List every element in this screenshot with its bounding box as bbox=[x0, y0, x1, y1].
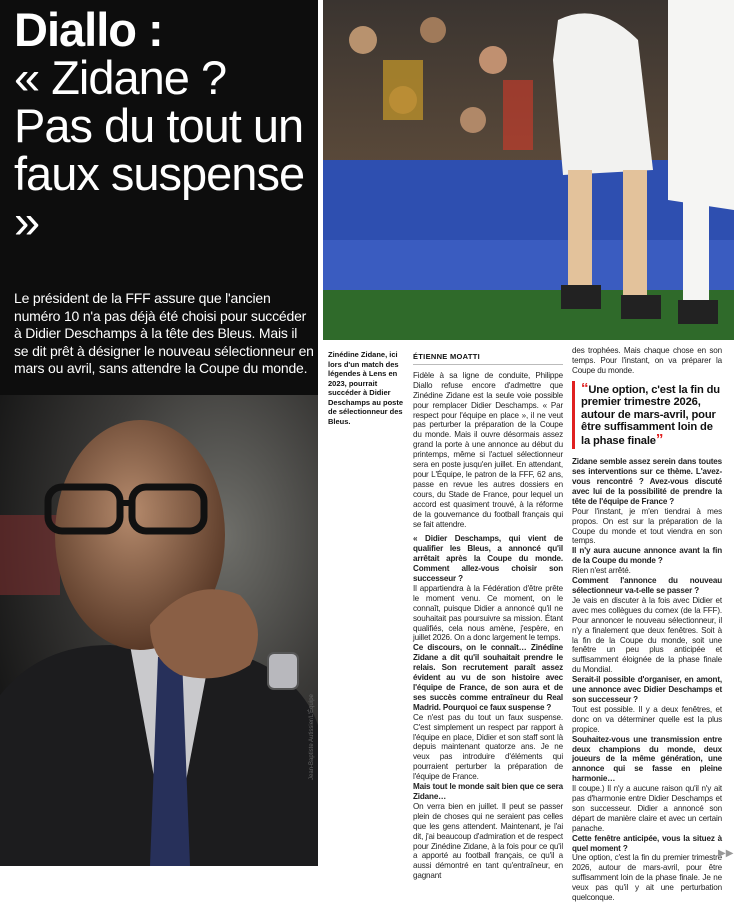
headline-quote: « Zidane ? Pas du tout un faux suspense » bbox=[14, 51, 305, 248]
close-quote-icon: ” bbox=[655, 430, 664, 448]
interview-question: Cette fenêtre anticipée, vous la situez à quel moment ? bbox=[572, 833, 722, 853]
column-2-body bbox=[572, 457, 722, 903]
interview-answer: Tout est possible. Il y a deux fenêtres, et donc on va déterminer quelle est la plus propice. bbox=[572, 704, 722, 734]
headline bbox=[14, 3, 314, 248]
interview-answer: Il coupe.) Il n'y a aucune raison qu'il n'y ait pas d'harmonie entre Didier Deschamps et son successeur. Didier a annoncé son départ de manière claire et avec un certain panache. bbox=[572, 784, 722, 833]
article-column-1 bbox=[413, 352, 563, 881]
interview-question: Il n'y aura aucune annonce avant la fin de la Coupe du monde ? bbox=[572, 546, 722, 566]
article-column-2 bbox=[572, 346, 722, 903]
diallo-portrait-photo bbox=[0, 395, 318, 866]
column-1-body bbox=[413, 371, 563, 881]
interview-question: Zidane semble assez serein dans toutes ses interventions sur ce thème. L'avez-vous rencontré ? Avez-vous discuté avec lui de la possibilité de prendre la tête de l'équipe de France ? bbox=[572, 457, 722, 506]
interview-question: Comment l'annonce du nouveau sélectionneur va-t-elle se passer ? bbox=[572, 576, 722, 595]
interview-answer: Il appartiendra à la Fédération d'être prête le moment venu. Ce moment, on le connaît, puisque Didier a annoncé qu'il ne souhaitait pas poursuivre sa mission. Étant qualifiés, cela nous amène, j'espère, en juillet 2026. On a donc largement le temps. bbox=[413, 583, 563, 643]
pull-quote-text: Une option, c'est la fin du premier trimestre 2026, autour de mars-avril, pour être suffisamment loin de la phase finale bbox=[581, 383, 720, 447]
interview-question: Serait-il possible d'organiser, en amont, une annonce avec Didier Deschamps et son successeur ? bbox=[572, 675, 722, 704]
interview-answer: On verra bien en juillet. Il peut se passer plein de choses qui ne seraient pas celles que les gens attendent. Maintenant, je l'ai dit, j'ai beaucoup d'admiration et de respect pour Zinédine Zidane, à la fois pour ce qu'il a apporté au football français, ce qu'il a aussi démontré en tant qu'entraîneur, en gagnant bbox=[413, 801, 563, 881]
interview-question: Mais tout le monde sait bien que ce sera Zidane… bbox=[413, 782, 563, 801]
interview-answer: Rien n'est arrêté. bbox=[572, 566, 631, 576]
next-page-arrow-icon[interactable]: ▶▶ bbox=[718, 848, 734, 859]
column-2-intro: des trophées. Mais chaque chose en son temps. Pour l'instant, on va préparer la Coupe du monde. bbox=[572, 346, 722, 375]
interview-question: Souhaitez-vous une transmission entre deux champions du monde, deux joueurs de la même génération, une annonce qui se fasse en pleine harmonie… bbox=[572, 734, 722, 784]
lead-paragraph: Le président de la FFF assure que l'ancien numéro 10 n'a pas déjà été choisi pour succéder à Didier Deschamps à la tête des Bleus. Mais il se dit prêt à désigner le nouveau sélectionneur en mars ou avril, sans attendre la Coupe du monde. bbox=[14, 290, 314, 376]
interview-answer: Ce n'est pas du tout un faux suspense. C'est simplement un respect par rapport à l'équipe en place, Didier et son staff sont là depuis maintenant quatorze ans. Je ne veux pas introduire d'éléments qui pourraient perturber la préparation de l'équipe de France. bbox=[413, 712, 563, 782]
interview-question: « Didier Deschamps, qui vient de qualifier les Bleus, a annoncé qu'il arrêtait après la Coupe du monde. Comment allez-vous choisir son successeur ? bbox=[413, 534, 563, 584]
interview-question: Ce discours, on le connaît… Zinédine Zidane a dit qu'il souhaitait prendre le relais. Son recrutement paraît assez évident au vu de son histoire avec l'équipe de France, de son aura et de ses succès comme entraîneur du Real Madrid. Pourquoi ce faux suspense ? bbox=[413, 643, 563, 712]
photo-credit: Jean-Baptiste Autissier/L'Équipe bbox=[309, 694, 315, 780]
open-quote-icon: “ bbox=[581, 379, 589, 397]
interview-answer: Fidèle à sa ligne de conduite, Philippe Diallo refuse encore d'admettre que Zinédine Zidane est la seule voie possible pour remplacer Didier Deschamps. « Par respect pour l'équipe en place », il ne veut pas perturber la préparation de la Coupe du monde. Mais il ouvre désormais assez grand la porte à une annonce au début du printemps, même si l'actuel sélectionneur sera en poste jusqu'en juillet. En attendant, pour L'Équipe, le patron de la FFF, 62 ans, passe en revue les autres dossiers en cours, du Stade de France, pour lequel un accord est quasiment trouvé, à la réforme de la gouvernance du football français qui se fait attendre. bbox=[413, 370, 563, 529]
interview-answer: Une option, c'est la fin du premier trimestre 2026, autour de mars-avril, pour être suffisamment loin de la phase finale. Je ne veux pas qu'il y ait une perturbation quelconque. bbox=[572, 853, 722, 903]
headline-name: Diallo : bbox=[14, 3, 163, 56]
interview-answer: Pour l'instant, je m'en tiendrai à mes propos. On est sur la préparation de la Coupe du monde et tout viendra en son temps. bbox=[572, 506, 722, 546]
pull-quote bbox=[572, 381, 722, 450]
match-photo bbox=[323, 0, 734, 340]
headline-panel bbox=[0, 0, 318, 866]
byline: ÉTIENNE MOATTI bbox=[413, 352, 563, 365]
interview-answer: Je vais en discuter à la fois avec Didier et avec mes collègues du comex (de la FFF). Pour annoncer le nouveau sélectionneur, il n'y a finalement que deux fenêtres. Soit à la fin de la Coupe du monde, soit une fenêtre un peu plus anticipée et suffisamment éloignée de la phase finale du Mondial. bbox=[572, 595, 722, 675]
photo-caption: Zinédine Zidane, ici lors d'un match des légendes à Lens en 2023, pourrait succéder à Didier Deschamps au poste de sélectionneur des Bleus. bbox=[328, 350, 404, 426]
